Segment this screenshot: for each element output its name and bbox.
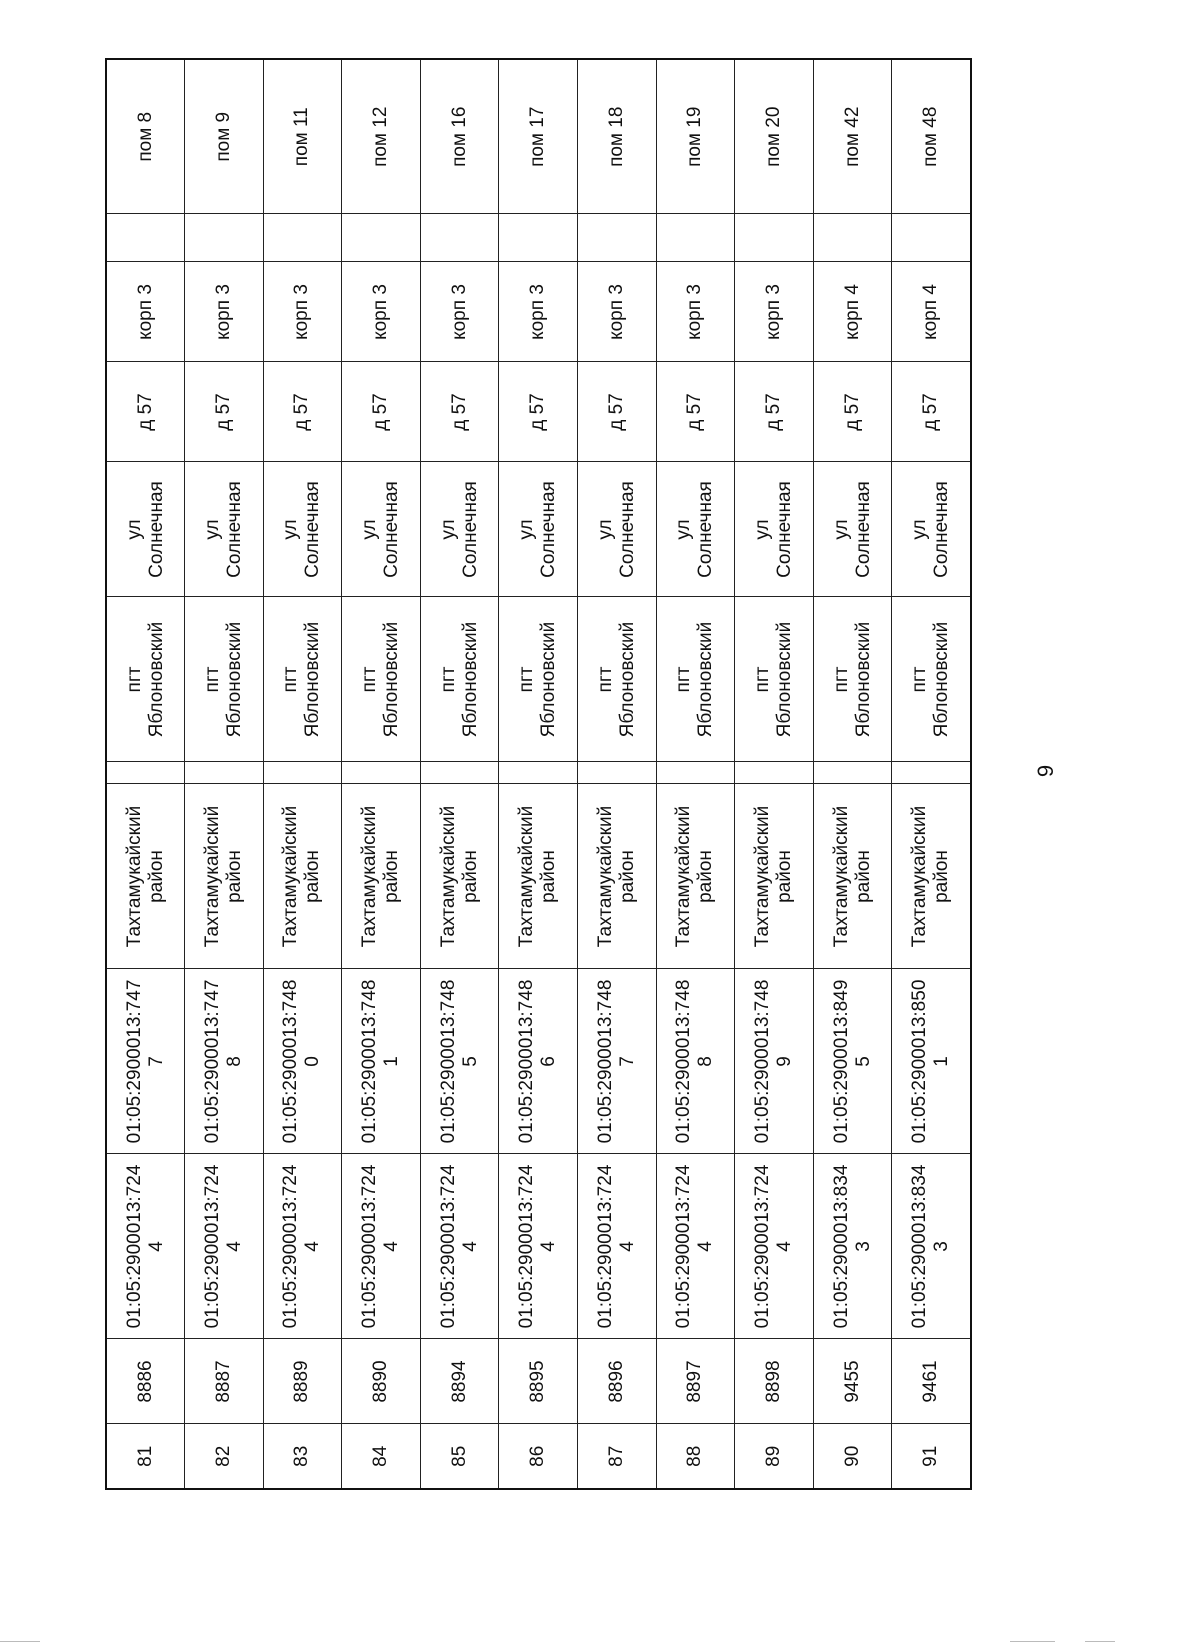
cell-district: Тахтамукайский район (813, 784, 892, 969)
cell-street: ул Солнечная (735, 462, 814, 597)
cell-cad2: 01:05:2900013:748 5 (420, 969, 499, 1154)
cell-cad1: 01:05:2900013:724 4 (735, 1154, 814, 1339)
cell-room: пом 11 (263, 59, 342, 214)
cell-blank1 (735, 762, 814, 784)
cell-cad1: 01:05:2900013:834 3 (813, 1154, 892, 1339)
cell-room: пом 12 (342, 59, 421, 214)
cell-num: 88 (656, 1424, 735, 1489)
cell-room: пом 20 (735, 59, 814, 214)
cell-room: пом 42 (813, 59, 892, 214)
scan-artifact-line (1010, 1641, 1055, 1642)
cell-blank2 (263, 214, 342, 262)
cell-house: д 57 (892, 362, 971, 462)
cell-room: пом 9 (185, 59, 264, 214)
cell-street: ул Солнечная (342, 462, 421, 597)
cell-district: Тахтамукайский район (892, 784, 971, 969)
cell-block: корп 4 (892, 262, 971, 362)
cell-blank1 (892, 762, 971, 784)
cell-block: корп 4 (813, 262, 892, 362)
cell-num: 83 (263, 1424, 342, 1489)
cell-settlement: пгт Яблоновский (892, 597, 971, 762)
cell-settlement: пгт Яблоновский (106, 597, 185, 762)
cell-block: корп 3 (420, 262, 499, 362)
cell-settlement: пгт Яблоновский (656, 597, 735, 762)
cell-cad2: 01:05:2900013:747 8 (185, 969, 264, 1154)
cell-num: 81 (106, 1424, 185, 1489)
cell-street: ул Солнечная (106, 462, 185, 597)
cell-blank2 (656, 214, 735, 262)
cell-cad1: 01:05:2900013:724 4 (420, 1154, 499, 1339)
cell-code: 8886 (106, 1339, 185, 1424)
cell-code: 8890 (342, 1339, 421, 1424)
cell-blank1 (499, 762, 578, 784)
cell-settlement: пгт Яблоновский (185, 597, 264, 762)
cell-house: д 57 (263, 362, 342, 462)
cell-blank2 (106, 214, 185, 262)
table-row (499, 59, 578, 1489)
cell-num: 91 (892, 1424, 971, 1489)
cell-settlement: пгт Яблоновский (578, 597, 657, 762)
cell-blank1 (263, 762, 342, 784)
table-row (420, 59, 499, 1489)
cell-code: 8896 (578, 1339, 657, 1424)
cell-blank2 (342, 214, 421, 262)
cell-street: ул Солнечная (892, 462, 971, 597)
cell-house: д 57 (499, 362, 578, 462)
cell-cad2: 01:05:2900013:748 9 (735, 969, 814, 1154)
cell-street: ул Солнечная (185, 462, 264, 597)
cell-cad2: 01:05:2900013:748 0 (263, 969, 342, 1154)
cell-street: ул Солнечная (656, 462, 735, 597)
cell-settlement: пгт Яблоновский (813, 597, 892, 762)
cell-blank1 (656, 762, 735, 784)
cell-num: 89 (735, 1424, 814, 1489)
cell-block: корп 3 (735, 262, 814, 362)
rotated-table-wrapper (105, 60, 970, 1490)
table-body (106, 59, 971, 1489)
cell-district: Тахтамукайский район (578, 784, 657, 969)
table-row (106, 59, 185, 1489)
cell-code: 9461 (892, 1339, 971, 1424)
table-row (656, 59, 735, 1489)
scan-artifact-line (0, 1641, 40, 1642)
cell-num: 84 (342, 1424, 421, 1489)
cell-cad2: 01:05:2900013:747 7 (106, 969, 185, 1154)
cell-room: пом 19 (656, 59, 735, 214)
cell-cad1: 01:05:2900013:834 3 (892, 1154, 971, 1339)
cell-code: 8898 (735, 1339, 814, 1424)
cell-room: пом 18 (578, 59, 657, 214)
cell-code: 8894 (420, 1339, 499, 1424)
cell-room: пом 8 (106, 59, 185, 214)
cell-blank2 (499, 214, 578, 262)
cell-district: Тахтамукайский район (420, 784, 499, 969)
cell-house: д 57 (185, 362, 264, 462)
cell-house: д 57 (656, 362, 735, 462)
table-row (813, 59, 892, 1489)
cell-house: д 57 (578, 362, 657, 462)
cell-settlement: пгт Яблоновский (263, 597, 342, 762)
cell-district: Тахтамукайский район (735, 784, 814, 969)
cell-cad1: 01:05:2900013:724 4 (106, 1154, 185, 1339)
cell-blank1 (813, 762, 892, 784)
cell-blank2 (735, 214, 814, 262)
cell-num: 86 (499, 1424, 578, 1489)
cell-num: 87 (578, 1424, 657, 1489)
cell-cad2: 01:05:2900013:748 6 (499, 969, 578, 1154)
cell-blank1 (578, 762, 657, 784)
cell-cad1: 01:05:2900013:724 4 (342, 1154, 421, 1339)
table-row (342, 59, 421, 1489)
cell-cad2: 01:05:2900013:850 1 (892, 969, 971, 1154)
cell-code: 9455 (813, 1339, 892, 1424)
page-number: 9 (1033, 764, 1059, 778)
table-row (892, 59, 971, 1489)
table-row (578, 59, 657, 1489)
cell-settlement: пгт Яблоновский (420, 597, 499, 762)
cell-block: корп 3 (342, 262, 421, 362)
cell-district: Тахтамукайский район (342, 784, 421, 969)
cell-blank1 (106, 762, 185, 784)
cell-house: д 57 (342, 362, 421, 462)
cell-house: д 57 (813, 362, 892, 462)
table-row (185, 59, 264, 1489)
cell-blank2 (185, 214, 264, 262)
cell-blank1 (185, 762, 264, 784)
cell-blank2 (813, 214, 892, 262)
cell-district: Тахтамукайский район (185, 784, 264, 969)
cell-cad2: 01:05:2900013:849 5 (813, 969, 892, 1154)
cell-num: 85 (420, 1424, 499, 1489)
cell-block: корп 3 (263, 262, 342, 362)
property-registry-table (105, 58, 972, 1490)
cell-cad1: 01:05:2900013:724 4 (263, 1154, 342, 1339)
cell-house: д 57 (106, 362, 185, 462)
cell-cad2: 01:05:2900013:748 1 (342, 969, 421, 1154)
cell-district: Тахтамукайский район (499, 784, 578, 969)
cell-cad1: 01:05:2900013:724 4 (656, 1154, 735, 1339)
cell-district: Тахтамукайский район (263, 784, 342, 969)
cell-house: д 57 (420, 362, 499, 462)
cell-code: 8897 (656, 1339, 735, 1424)
cell-cad2: 01:05:2900013:748 7 (578, 969, 657, 1154)
cell-blank1 (342, 762, 421, 784)
cell-code: 8895 (499, 1339, 578, 1424)
cell-num: 82 (185, 1424, 264, 1489)
cell-street: ул Солнечная (499, 462, 578, 597)
cell-room: пом 48 (892, 59, 971, 214)
cell-street: ул Солнечная (813, 462, 892, 597)
table-row (735, 59, 814, 1489)
cell-settlement: пгт Яблоновский (342, 597, 421, 762)
cell-street: ул Солнечная (578, 462, 657, 597)
cell-street: ул Солнечная (263, 462, 342, 597)
cell-room: пом 16 (420, 59, 499, 214)
cell-num: 90 (813, 1424, 892, 1489)
cell-house: д 57 (735, 362, 814, 462)
cell-district: Тахтамукайский район (106, 784, 185, 969)
cell-settlement: пгт Яблоновский (735, 597, 814, 762)
cell-code: 8887 (185, 1339, 264, 1424)
cell-cad2: 01:05:2900013:748 8 (656, 969, 735, 1154)
cell-cad1: 01:05:2900013:724 4 (499, 1154, 578, 1339)
cell-code: 8889 (263, 1339, 342, 1424)
cell-blank1 (420, 762, 499, 784)
cell-blank2 (892, 214, 971, 262)
cell-blank2 (420, 214, 499, 262)
cell-street: ул Солнечная (420, 462, 499, 597)
scan-artifact-line (1085, 1641, 1115, 1642)
cell-district: Тахтамукайский район (656, 784, 735, 969)
cell-block: корп 3 (578, 262, 657, 362)
cell-cad1: 01:05:2900013:724 4 (578, 1154, 657, 1339)
cell-cad1: 01:05:2900013:724 4 (185, 1154, 264, 1339)
cell-block: корп 3 (656, 262, 735, 362)
cell-blank2 (578, 214, 657, 262)
table-row (263, 59, 342, 1489)
cell-block: корп 3 (499, 262, 578, 362)
cell-room: пом 17 (499, 59, 578, 214)
cell-block: корп 3 (106, 262, 185, 362)
cell-settlement: пгт Яблоновский (499, 597, 578, 762)
cell-block: корп 3 (185, 262, 264, 362)
